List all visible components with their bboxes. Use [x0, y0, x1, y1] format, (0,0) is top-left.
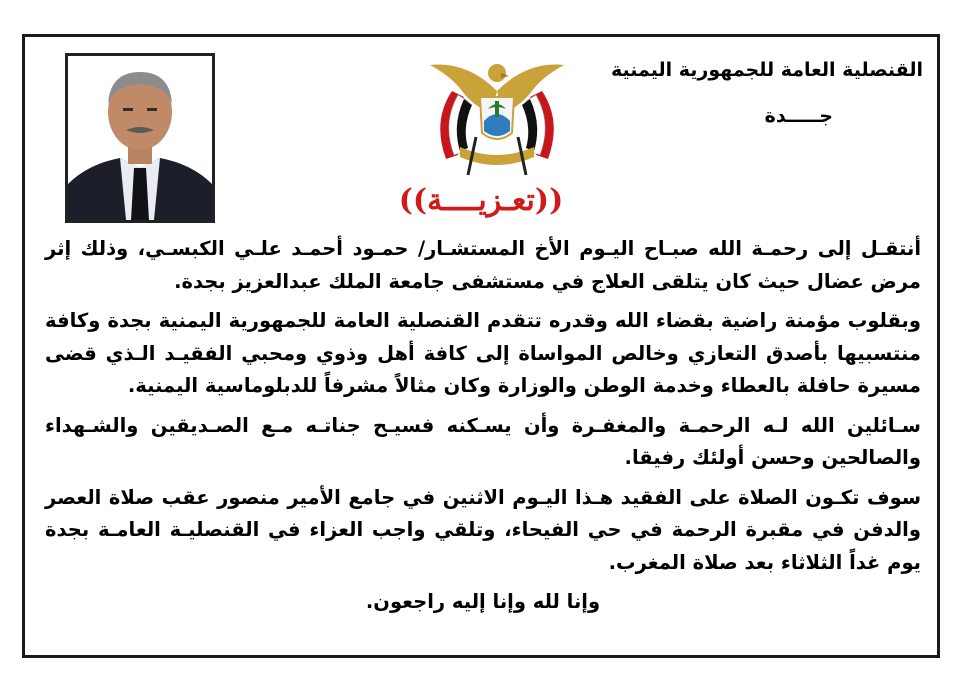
- city-name: جـــــدة: [764, 105, 833, 127]
- condolence-title: ((تعـزيــــة)): [398, 183, 564, 218]
- paragraph-announcement: أنتقـل إلى رحمـة الله صبـاح اليـوم الأخ المستشـار/ حمـود أحمـد علـي الكبسـي، وذلك إثر مرض عضال حيث كان يتلقى العلاج في مستشفى جامعة الملك عبدالعزيز بجدة.: [45, 237, 921, 293]
- yemen-eagle-emblem-icon: [412, 51, 582, 181]
- paragraph-funeral: سوف تكـون الصلاة على الفقيد هـذا اليـوم الاثنين في جامع الأمير منصور عقب صلاة العصر والدفن في مقبرة الرحمة في حي الفيحاء، وتلقي واجب العزاء في القنصليـة العامـة بجدة يوم غداً الثلاثاء بعد صلاة المغرب.: [45, 485, 921, 574]
- closing-line: وإنا لله وإنا إليه راجعون.: [365, 590, 601, 613]
- condolence-body: [45, 233, 921, 626]
- paragraph-prayer: سـائلين الله لـه الرحمـة والمغفـرة وأن يسـكنه فسيـح جناتـه مـع الصـديقين والشـهداء والصالحين وحسن أولئك رفيقا.: [45, 413, 921, 469]
- consulate-name: القنصلية العامة للجمهورية اليمنية: [610, 59, 923, 81]
- consulate-header: [603, 59, 923, 127]
- condolence-frame: [22, 34, 940, 658]
- paragraph-condolences: وبقلوب مؤمنة راضية بقضاء الله وقدره تتقدم القنصلية العامة للجمهورية اليمنية بجدة وكافة منتسبيها بأصدق التعازي وخالص المواساة إلى كافة أهل وذوي ومحبي الفقيـد الـذي قضى مسيرة حافلة بالعطاء وخدمة الوطن والوزارة وكان مثالاً مشرفاً للدبلوماسية اليمنية.: [45, 309, 921, 397]
